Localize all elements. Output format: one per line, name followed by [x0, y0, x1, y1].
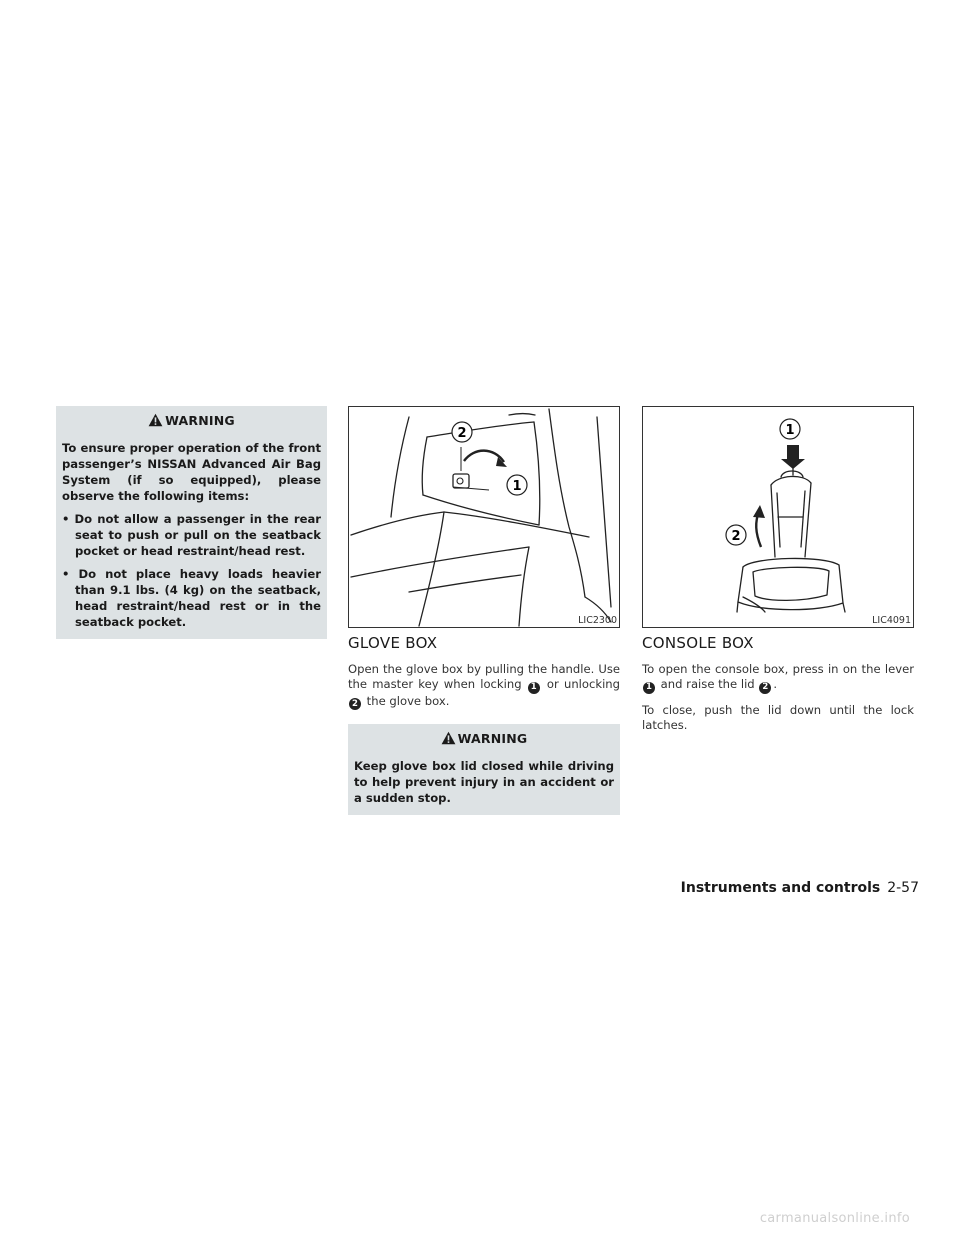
figure-code: LIC2300	[578, 615, 617, 626]
text-run: To open the console box, press in on the lever	[642, 662, 914, 676]
warning-heading	[62, 413, 321, 430]
warning-heading	[354, 731, 614, 748]
glove-box-section	[348, 634, 620, 815]
warning-heading-text: WARNING	[457, 731, 528, 746]
figure-code: LIC4091	[872, 615, 911, 626]
section-heading: CONSOLE BOX	[642, 634, 754, 652]
warning-text: Keep glove box lid closed while driving to help prevent injury in an accident or a sudden stop.	[354, 759, 614, 805]
glove-box-figure	[348, 406, 620, 628]
text-run: or unlocking	[541, 677, 620, 691]
text-run: and raise the lid	[657, 677, 755, 691]
callout-number-1: 1	[643, 682, 655, 694]
console-box-paragraph-2: To close, push the lid down until the lock latches.	[642, 702, 914, 732]
page-number: 2-57	[887, 880, 919, 896]
glove-callout-2: 2	[457, 426, 467, 441]
warning-icon	[441, 731, 456, 748]
warning-heading-text: WARNING	[165, 413, 235, 428]
callout-number-2: 2	[759, 682, 771, 694]
callout-number-1: 1	[528, 682, 540, 694]
warning-item: • Do not allow a passenger in the rear seat to push or pull on the seatback pocket or head restraint/head rest.	[62, 512, 321, 558]
watermark: carmanualsonline.info	[759, 1211, 910, 1226]
section-heading: GLOVE BOX	[348, 634, 438, 652]
page-footer	[681, 880, 919, 896]
warning-icon	[148, 413, 163, 430]
warning-box-airbag	[56, 406, 327, 639]
console-box-paragraph-1	[642, 662, 914, 694]
console-box-section	[642, 634, 914, 733]
console-box-illustration	[643, 407, 913, 627]
console-callout-1: 1	[785, 423, 795, 438]
warning-list	[62, 511, 321, 630]
console-callout-2: 2	[731, 529, 741, 544]
text-run: Open the glove box by pulling the handle. Use the master key when locking	[348, 662, 620, 691]
footer-section-title: Instruments and controls	[680, 880, 881, 896]
warning-box-glove	[348, 724, 620, 815]
text-run: the glove box.	[363, 693, 450, 708]
warning-intro: To ensure proper operation of the front passenger’s NISSAN Advanced Air Bag System (if so equipped), please observe the following items:	[62, 441, 321, 503]
text-run: .	[773, 677, 778, 691]
console-box-figure	[642, 406, 914, 628]
glove-callout-1: 1	[512, 479, 522, 494]
glove-box-paragraph	[348, 662, 620, 710]
callout-number-2: 2	[349, 698, 361, 710]
warning-item: • Do not place heavy loads heavier than 9.1 lbs. (4 kg) on the seatback, head restraint/head rest or in the seatback pocket.	[62, 567, 321, 629]
glove-box-illustration	[349, 407, 619, 627]
